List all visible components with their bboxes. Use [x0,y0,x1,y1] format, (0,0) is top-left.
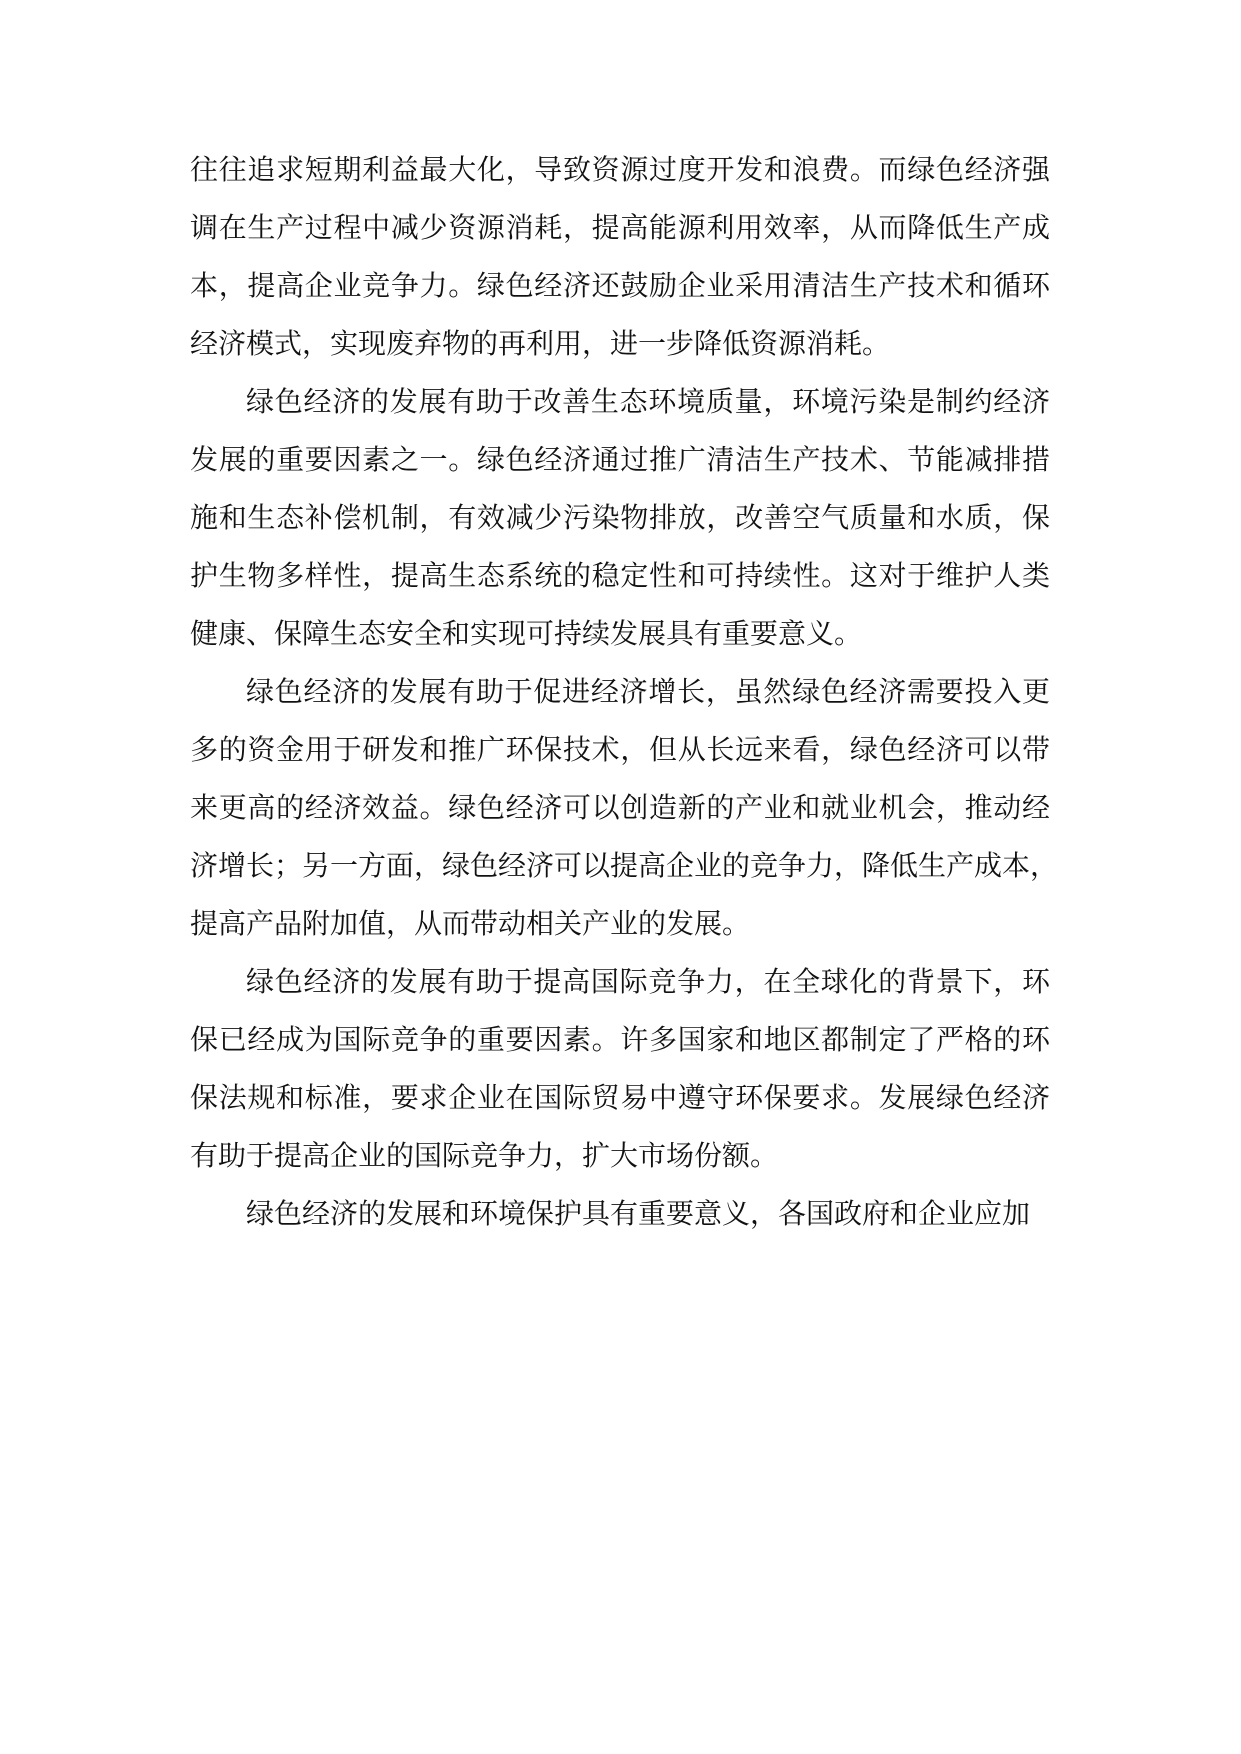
paragraph [190,1185,1050,1243]
text-line: 绿色经济的发展有助于改善生态环境质量，环境污染是制约经济 [246,385,1050,418]
text-line: 绿色经济的发展和环境保护具有重要意义，各国政府和企业应加 [246,1197,1031,1230]
text-line: 绿色经济的发展有助于提高国际竞争力，在全球化的背景下，环 [246,965,1050,998]
text-line: 护生物多样性，提高生态系统的稳定性和可持续性。这对于维护人类 [190,559,1050,592]
text-line: 本，提高企业竞争力。绿色经济还鼓励企业采用清洁生产技术和循环 [190,269,1050,302]
paragraph [190,141,1050,373]
text-line: 健康、保障生态安全和实现可持续发展具有重要意义。 [190,617,863,650]
text-line: 经济模式，实现废弃物的再利用，进一步降低资源消耗。 [190,327,891,360]
paragraph [190,953,1050,1185]
text-line: 施和生态补偿机制，有效减少污染物排放，改善空气质量和水质，保 [190,501,1050,534]
text-line: 保已经成为国际竞争的重要因素。许多国家和地区都制定了严格的环 [190,1023,1050,1056]
text-line: 绿色经济的发展有助于促进经济增长，虽然绿色经济需要投入更 [246,675,1050,708]
text-line: 济增长；另一方面，绿色经济可以提高企业的竞争力，降低生产成本， [190,849,1059,882]
text-line: 来更高的经济效益。绿色经济可以创造新的产业和就业机会，推动经 [190,791,1050,824]
body-text [190,141,1059,1243]
paragraph [190,373,1050,663]
text-line: 发展的重要因素之一。绿色经济通过推广清洁生产技术、节能减排措 [190,443,1050,476]
text-line: 保法规和标准，要求企业在国际贸易中遵守环保要求。发展绿色经济 [190,1081,1050,1114]
text-line: 往往追求短期利益最大化，导致资源过度开发和浪费。而绿色经济强 [190,153,1050,186]
paragraph [190,663,1059,953]
text-line: 有助于提高企业的国际竞争力，扩大市场份额。 [190,1139,779,1172]
text-line: 多的资金用于研发和推广环保技术，但从长远来看，绿色经济可以带 [190,733,1050,766]
text-line: 提高产品附加值，从而带动相关产业的发展。 [190,907,751,940]
text-line: 调在生产过程中减少资源消耗，提高能源利用效率，从而降低生产成 [190,211,1050,244]
